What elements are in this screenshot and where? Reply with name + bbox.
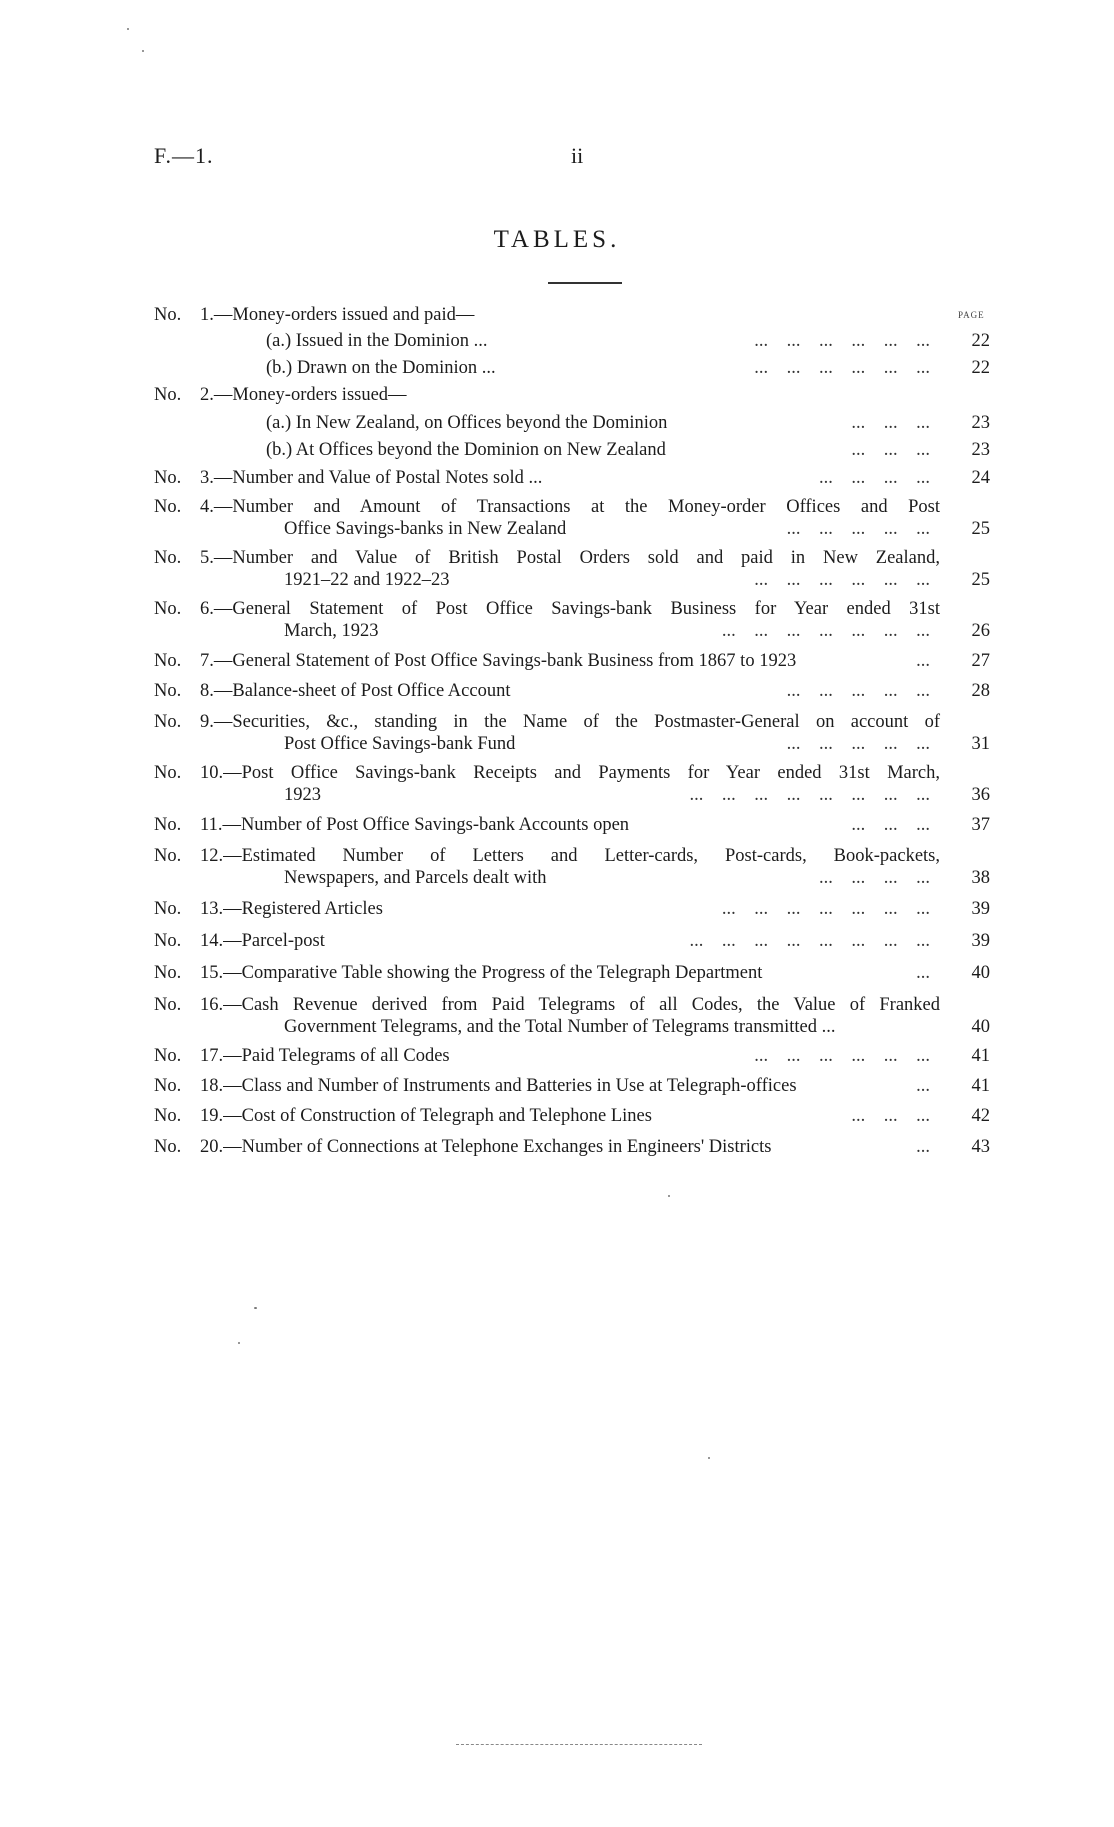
entry-page: 41 [971, 1046, 990, 1066]
entry-page: 42 [971, 1106, 990, 1126]
entry-page: 36 [971, 785, 990, 805]
leader-dots: ... ... ... ... ... ... ... [721, 621, 930, 641]
entry-page: 40 [971, 1017, 990, 1037]
entry-title: 5.—Number and Value of British Postal Orders sold and paid in New Zealand, [200, 548, 940, 568]
title-rule [548, 282, 622, 284]
speck [127, 28, 129, 30]
entry-continuation: Office Savings-banks in New Zealand [284, 519, 567, 539]
entry-title: 14.—Parcel-post [200, 931, 325, 951]
entry-page: 38 [971, 868, 990, 888]
entry-page: 28 [971, 681, 990, 701]
entry-no: No. [154, 468, 182, 488]
entry-page: 22 [971, 358, 990, 378]
entry-no: No. [154, 846, 182, 866]
leader-dots: ... [916, 1076, 930, 1096]
entry-no: No. [154, 712, 182, 732]
entry-title: 20.—Number of Connections at Telephone Exchanges in Engineers' Districts [200, 1137, 772, 1157]
entry-no: No. [154, 763, 182, 783]
entry-title: 9.—Securities, &c., standing in the Name of the Postmaster-General on account of [200, 712, 940, 732]
entry-title: 11.—Number of Post Office Savings-bank Accounts open [200, 815, 630, 835]
speck [142, 50, 144, 52]
speck [254, 1307, 257, 1309]
entry-page: 27 [971, 651, 990, 671]
leader-dots: ... ... ... [851, 1106, 930, 1126]
entry-page: 40 [971, 963, 990, 983]
entry-page: 43 [971, 1137, 990, 1157]
page-number: ii [571, 143, 584, 168]
entry-page: 25 [971, 570, 990, 590]
entry-page: 25 [971, 519, 990, 539]
entry-page: 22 [971, 331, 990, 351]
entry-title: 7.—General Statement of Post Office Savings-bank Business from 1867 to 1923 [200, 651, 797, 671]
leader-dots: ... ... ... [851, 440, 930, 460]
entry-page: 41 [971, 1076, 990, 1096]
entry-title: 2.—Money-orders issued— [200, 385, 407, 405]
entry-no: No. [154, 1076, 182, 1096]
leader-dots: ... ... ... ... ... ... [754, 570, 930, 590]
entry-page: 26 [971, 621, 990, 641]
entry-no: No. [154, 899, 182, 919]
entry-no: No. [154, 1106, 182, 1126]
entry-continuation: Government Telegrams, and the Total Number of Telegrams transmitted ... [284, 1017, 836, 1037]
leader-dots: ... [916, 1137, 930, 1157]
leader-dots: ... [916, 651, 930, 671]
entry-page: 23 [971, 440, 990, 460]
entry-title: 19.—Cost of Construction of Telegraph and Telephone Lines [200, 1106, 652, 1126]
speck [668, 1195, 670, 1197]
leader-dots: ... ... ... ... ... ... ... ... [689, 931, 930, 951]
leader-dots: ... ... ... ... ... ... ... [721, 899, 930, 919]
leader-dots: ... ... ... ... [819, 468, 930, 488]
entry-page: 37 [971, 815, 990, 835]
leader-dots: ... ... ... [851, 815, 930, 835]
entry-no: No. [154, 815, 182, 835]
page-reference: F.—1. [154, 143, 214, 168]
entry-title: 15.—Comparative Table showing the Progress of the Telegraph Department [200, 963, 763, 983]
leader-dots: ... ... ... ... ... ... [754, 358, 930, 378]
entry-title: 13.—Registered Articles [200, 899, 383, 919]
entry-continuation: March, 1923 [284, 621, 379, 641]
leader-dots: ... ... ... ... ... [786, 519, 930, 539]
speck [708, 1457, 710, 1459]
entry-subtitle: (a.) Issued in the Dominion ... [266, 331, 488, 351]
entry-continuation: 1923 [284, 785, 321, 805]
entry-page: 39 [971, 931, 990, 951]
entry-no: No. [154, 651, 182, 671]
entry-subtitle: (b.) Drawn on the Dominion ... [266, 358, 496, 378]
page-title: TABLES. [493, 226, 621, 253]
entry-no: No. [154, 599, 182, 619]
entry-no: No. [154, 931, 182, 951]
entry-page: 23 [971, 413, 990, 433]
leader-dots: ... ... ... ... ... [786, 681, 930, 701]
entry-title: 10.—Post Office Savings-bank Receipts and Payments for Year ended 31st March, [200, 763, 940, 783]
page-column-header: PAGE [958, 310, 985, 320]
entry-subtitle: (a.) In New Zealand, on Offices beyond the Dominion [266, 413, 668, 433]
entry-continuation: Post Office Savings-bank Fund [284, 734, 516, 754]
entry-no: No. [154, 305, 182, 325]
leader-dots: ... [916, 963, 930, 983]
leader-dots: ... ... ... ... ... ... [754, 1046, 930, 1066]
leader-dots: ... ... ... ... [819, 868, 930, 888]
entry-title: 12.—Estimated Number of Letters and Letter-cards, Post-cards, Book-packets, [200, 846, 940, 866]
entry-page: 39 [971, 899, 990, 919]
leader-dots: ... ... ... ... ... ... [754, 331, 930, 351]
entry-no: No. [154, 385, 182, 405]
entry-title: 17.—Paid Telegrams of all Codes [200, 1046, 450, 1066]
entry-page: 31 [971, 734, 990, 754]
entry-continuation: 1921–22 and 1922–23 [284, 570, 450, 590]
entry-no: No. [154, 995, 182, 1015]
entry-no: No. [154, 963, 182, 983]
entry-no: No. [154, 1046, 182, 1066]
speck [238, 1342, 240, 1344]
entry-title: 3.—Number and Value of Postal Notes sold ... [200, 468, 543, 488]
entry-no: No. [154, 1137, 182, 1157]
entry-no: No. [154, 497, 182, 517]
entry-title: 8.—Balance-sheet of Post Office Account [200, 681, 511, 701]
entry-no: No. [154, 548, 182, 568]
entry-title: 4.—Number and Amount of Transactions at the Money-order Offices and Post [200, 497, 940, 517]
entry-title: 6.—General Statement of Post Office Savings-bank Business for Year ended 31st [200, 599, 940, 619]
leader-dots: ... ... ... ... ... [786, 734, 930, 754]
entry-title: 16.—Cash Revenue derived from Paid Telegrams of all Codes, the Value of Franked [200, 995, 940, 1015]
entry-page: 24 [971, 468, 990, 488]
entry-title: 18.—Class and Number of Instruments and Batteries in Use at Telegraph-offices [200, 1076, 797, 1096]
entry-no: No. [154, 681, 182, 701]
leader-dots: ... ... ... ... ... ... ... ... [689, 785, 930, 805]
entry-continuation: Newspapers, and Parcels dealt with [284, 868, 547, 888]
bottom-rule [456, 1744, 702, 1745]
leader-dots: ... ... ... [851, 413, 930, 433]
entry-title: 1.—Money-orders issued and paid— [200, 305, 475, 325]
entry-subtitle: (b.) At Offices beyond the Dominion on New Zealand [266, 440, 666, 460]
